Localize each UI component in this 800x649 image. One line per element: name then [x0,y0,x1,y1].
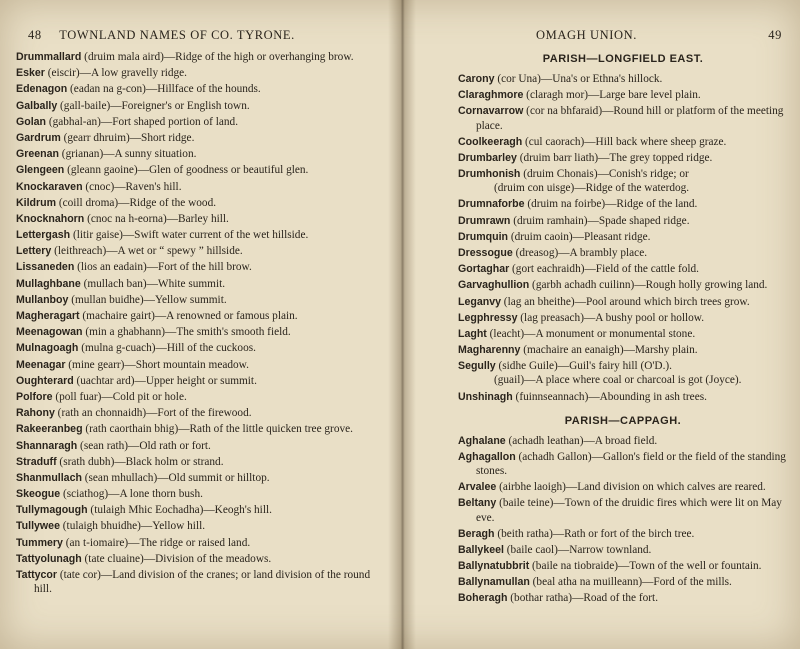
townland-name: Tullywee [16,520,60,533]
townland-name: Tattycor [16,569,58,581]
townland-meaning: (tate cluaine)—Division of the meadows. [81,552,272,565]
townland-name: Mullaghbane [16,277,81,290]
townland-meaning: (druim ramhain)—Spade shaped ridge. [510,214,690,227]
townland-entry [458,359,788,387]
townland-meaning: (cul caorach)—Hill back where sheep graze. [522,135,727,148]
townland-meaning: (dreasog)—A brambly place. [512,246,648,259]
townland-name: Drumquin [458,230,509,243]
townland-name: Tummery [16,536,63,549]
townland-name: Knockaraven [16,180,83,193]
townland-name: Beltany [458,497,497,510]
townland-meaning: (coill droma)—Ridge of the wood. [56,196,217,209]
townland-name: Polfore [16,390,53,403]
townland-meaning: (leithreach)—A wet or “ spewy ” hillside. [51,245,243,258]
townland-name: Leganvy [458,295,501,308]
townland-name: Lissaneden [16,261,75,274]
townland-meaning: (rath an chonnaidh)—Fort of the firewood. [54,407,252,420]
townland-meaning: (litir gaise)—Swift water current of the wet hillside. [70,229,309,242]
townland-name: Mullanboy [16,293,69,306]
townland-meaning: (gearr dhruim)—Short ridge. [60,131,195,144]
townland-entry [16,196,380,210]
townland-meaning: (lag preasach)—A bushy pool or hollow. [517,311,705,324]
townland-meaning: (beith ratha)—Rath or fort of the birch tree. [494,527,695,540]
townland-meaning: (druim caoin)—Pleasant ridge. [508,230,651,243]
left-running-head [28,28,295,43]
townland-meaning: (mulna g-cuach)—Hill of the cuckoos. [78,342,256,355]
townland-meaning: (tulaigh Mhic Eochadha)—Keogh's hill. [87,504,272,517]
townland-entry [458,311,788,325]
townland-entry [458,575,788,589]
townland-meaning: (machaire an eanaigh)—Marshy plain. [520,344,698,357]
townland-name: Ballynamullan [458,576,530,589]
townland-entry [458,434,788,448]
townland-meaning: (an t-iomaire)—The ridge or raised land. [62,536,251,549]
townland-entry [458,197,788,211]
townland-entry [16,244,380,258]
townland-meaning: (lag an bheithe)—Pool around which birch trees grow. [500,295,750,308]
townland-entry [16,82,380,96]
townland-name: Meenagowan [16,326,83,339]
townland-entry [458,72,788,86]
townland-name: Oughterard [16,374,74,387]
townland-name: Drumhonish [458,168,521,181]
right-page-title: OMAGH UNION. [536,28,637,42]
townland-meaning: (gabhal-an)—Fort shaped portion of land. [46,115,239,128]
townland-entry [16,536,380,550]
right-entry-list [458,50,788,608]
townland-entry [16,115,380,129]
townland-entry [16,374,380,388]
townland-entry [458,151,788,165]
townland-entry [16,519,380,533]
townland-name: Rahony [16,407,55,420]
townland-name: Boheragh [458,592,508,605]
townland-meaning: (poll fuar)—Cold pit or hole. [52,390,187,403]
townland-meaning: (mine gearr)—Short mountain meadow. [65,358,249,371]
townland-entry [16,212,380,226]
townland-entry [16,260,380,274]
townland-entry [16,406,380,420]
townland-meaning: (achadh Gallon)—Gallon's field or the field of the standing stones. [476,450,786,478]
townland-name: Drumnaforbe [458,198,525,211]
townland-entry [458,527,788,541]
townland-entry [16,552,380,566]
townland-name: Rakeeranbeg [16,423,83,436]
townland-entry [16,131,380,145]
townland-meaning: (cor na bhfaraid)—Round hill or platform of the meeting place. [476,105,784,132]
townland-name: Mulnagoagh [16,342,79,355]
townland-meaning: (leacht)—A monument or monumental stone. [486,327,696,340]
townland-entry [16,341,380,355]
townland-name: Straduff [16,455,57,468]
townland-entry [16,455,380,469]
townland-name: Greenan [16,148,59,161]
parish-heading: PARISH—LONGFIELD EAST. [542,53,704,65]
townland-entry [16,277,380,291]
townland-meaning: (beal atha na muilleann)—Ford of the mills. [529,576,732,589]
townland-name: Skeogue [16,488,61,501]
townland-meaning: (mullach ban)—White summit. [80,277,226,290]
townland-entry [16,390,380,404]
townland-meaning: (min a ghabhann)—The smith's smooth field. [82,326,291,339]
townland-entry [458,104,788,132]
townland-meaning: (sciathog)—A lone thorn bush. [60,488,203,501]
townland-name: Lettergash [16,229,71,242]
townland-meaning: (lios an eadain)—Fort of the hill brow. [74,261,252,274]
townland-name: Ballykeel [458,543,504,556]
townland-meaning: (tate cor)—Land division of the cranes; or land division of the round hill. [34,569,371,596]
townland-entry [458,262,788,276]
townland-name: Lettery [16,245,52,258]
townland-entry [16,99,380,113]
townland-meaning: (baile teine)—Town of the druidic fires which were lit on May eve. [476,497,782,524]
townland-name: Meenagar [16,358,66,371]
townland-name: Galbally [16,99,58,112]
townland-meaning: (claragh mor)—Large bare level plain. [523,89,701,102]
townland-name: Unshinagh [458,390,513,403]
townland-entry [16,293,380,307]
townland-meaning: (achadh leathan)—A broad field. [505,434,658,447]
townland-name: Drumbarley [458,151,517,164]
townland-meaning: (fuinnseannach)—Abounding in ash trees. [512,390,707,403]
townland-entry [458,543,788,557]
townland-meaning: (sean mhullach)—Old summit or hilltop. [81,471,270,484]
townland-name: Edenagon [16,83,68,96]
townland-meaning: (garbh achadh cuilinn)—Rough holly growing land. [529,279,768,292]
townland-entry [458,278,788,292]
townland-entry [458,450,788,478]
townland-entry [16,163,380,177]
townland-alt-meaning: (druim con uisge)—Ridge of the waterdog. [494,182,690,195]
townland-entry [458,135,788,149]
townland-name: Garvaghullion [458,279,530,292]
right-page-number: 49 [768,28,782,42]
townland-entry [16,50,380,64]
townland-name: Coolkeeragh [458,135,523,148]
townland-meaning: (sidhe Guile)—Guil's fairy hill (O'D.). [495,360,673,373]
townland-meaning: (druim Chonais)—Conish's ridge; or [520,168,689,181]
townland-entry [16,325,380,339]
townland-name: Drummallard [16,51,82,63]
townland-entry [16,180,380,194]
townland-entry [16,471,380,485]
townland-name: Arvalee [458,481,497,494]
townland-entry [16,487,380,501]
townland-name: Shanmullach [16,471,82,484]
townland-entry [16,66,380,80]
townland-entry [16,568,380,596]
right-running-head [536,28,782,43]
townland-name: Knocknahorn [16,212,85,225]
townland-name: Carony [458,73,495,86]
townland-entry [16,228,380,242]
townland-meaning: (cnoc na h-eorna)—Barley hill. [84,212,229,225]
townland-entry [458,295,788,309]
townland-name: Gortaghar [458,263,510,276]
townland-name: Magheragart [16,310,80,322]
townland-name: Shannaragh [16,439,78,452]
townland-meaning: (bothar ratha)—Road of the fort. [507,592,659,605]
townland-entry [458,327,788,341]
townland-entry [458,496,788,524]
townland-name: Golan [16,115,47,128]
townland-meaning: (mullan buidhe)—Yellow summit. [68,293,227,306]
townland-name: Ballynatubbrit [458,560,530,573]
townland-meaning: (druim barr liath)—The grey topped ridge. [516,151,713,164]
townland-name: Tattyolunagh [16,552,82,565]
townland-name: Magharenny [458,344,521,357]
townland-entry [458,167,788,195]
townland-name: Dressogue [458,246,513,259]
townland-entry [16,358,380,372]
townland-entry [458,246,788,260]
townland-meaning: (druim mala aird)—Ridge of the high or overhanging brow. [81,51,354,63]
townland-meaning: (cor Una)—Una's or Ethna's hillock. [494,73,663,86]
townland-entry [16,439,380,453]
townland-entry [458,230,788,244]
left-page-number: 48 [28,28,42,42]
townland-meaning: (baile na tiobraide)—Town of the well or fountain. [529,560,762,573]
townland-meaning: (airbhe laoigh)—Land division on which calves are reared. [496,481,766,494]
townland-name: Claraghmore [458,89,524,102]
townland-meaning: (baile caol)—Narrow townland. [503,543,652,556]
townland-entry [16,422,380,436]
townland-name: Kildrum [16,196,57,209]
townland-entry [16,147,380,161]
townland-name: Beragh [458,527,495,540]
left-page-title: TOWNLAND NAMES OF CO. TYRONE. [59,28,295,42]
townland-name: Gardrum [16,131,61,144]
townland-meaning: (sean rath)—Old rath or fort. [77,439,211,452]
townland-meaning: (cnoc)—Raven's hill. [82,180,182,193]
townland-entry [458,390,788,404]
townland-name: Laght [458,327,487,340]
townland-meaning: (gall-baile)—Foreigner's or English town. [57,99,250,112]
townland-name: Aghalane [458,434,506,447]
townland-meaning: (grianan)—A sunny situation. [58,148,197,161]
townland-entry [458,88,788,102]
townland-entry [458,591,788,605]
townland-name: Tullymagough [16,504,88,517]
townland-name: Drumrawn [458,214,511,227]
right-page [410,0,800,649]
townland-entry [458,214,788,228]
townland-name: Aghagallon [458,450,516,463]
townland-meaning: (druim na foirbe)—Ridge of the land. [524,198,698,211]
townland-entry [458,343,788,357]
left-entry-list [16,50,380,598]
townland-meaning: (uachtar ard)—Upper height or summit. [73,374,257,387]
townland-meaning: (eadan na g-con)—Hillface of the hounds. [67,83,261,96]
parish-heading: PARISH—CAPPAGH. [564,414,682,427]
townland-meaning: (gleann gaoine)—Glen of goodness or beautiful glen. [64,164,309,177]
townland-entry [458,480,788,494]
townland-name: Legphressy [458,311,518,324]
townland-name: Segully [458,360,496,373]
townland-meaning: (machaire gairt)—A renowned or famous plain. [79,310,298,322]
townland-meaning: (gort eachraidh)—Field of the cattle fold. [509,263,699,276]
townland-meaning: (rath caorthain bhig)—Rath of the little quicken tree grove. [82,423,353,436]
townland-meaning: (tulaigh bhuidhe)—Yellow hill. [59,520,206,533]
townland-meaning: (eiscir)—A low gravelly ridge. [44,67,187,80]
townland-name: Cornavarrow [458,105,524,118]
townland-alt-meaning: (guail)—A place where coal or charcoal is got (Joyce). [494,374,742,387]
townland-name: Esker [16,67,45,80]
townland-entry [16,309,380,323]
townland-meaning: (srath dubh)—Black holm or strand. [56,455,224,468]
townland-entry [458,559,788,573]
townland-name: Glengeen [16,164,65,177]
townland-entry [16,503,380,517]
